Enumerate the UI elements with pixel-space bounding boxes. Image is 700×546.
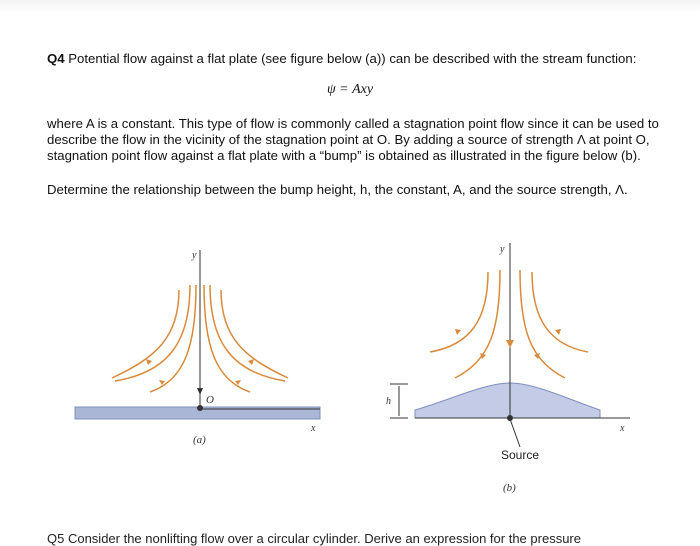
- h-label: h: [386, 396, 391, 407]
- origin-dot-a: [197, 405, 203, 411]
- arrowhead-a1: [146, 359, 152, 365]
- streamline-b-right-outer: [532, 272, 588, 352]
- arrowhead-b1: [455, 329, 461, 335]
- streamline-b-right-inner: [520, 270, 565, 378]
- origin-label-a: O: [206, 394, 214, 406]
- figure-a: [75, 250, 320, 419]
- streamline-b-left-inner: [455, 270, 500, 378]
- question-intro-text: Potential flow against a flat plate (see figure below (a)) can be described with the stream function:: [68, 51, 637, 66]
- streamline-a-right-outer: [221, 290, 288, 378]
- y-label-a: y: [192, 250, 197, 261]
- arrowhead-b-center: [506, 340, 514, 348]
- next-question-text: Q5 Consider the nonlifting flow over a circular cylinder. Derive an expression for the pressure: [47, 531, 581, 546]
- source-label: Source: [501, 448, 540, 462]
- caption-b: (b): [503, 482, 516, 494]
- source-leader: [510, 419, 520, 447]
- stream-function-equation: ψ = Axy: [326, 82, 374, 97]
- question-body: where A is a constant. This type of flow is commonly called a stagnation point flow since it can be used to describe the flow in the vicinity of the stagnation point at O. By adding a source of strength Λ at point O, stagnation point flow against a flat plate with a “bump” is obtained as illustrated in the figure below (b).: [47, 116, 659, 163]
- caption-a: (a): [193, 434, 206, 446]
- x-label-b: x: [620, 423, 625, 434]
- streamline-a-left-outer: [112, 290, 179, 378]
- question-number: Q4: [47, 51, 65, 66]
- figure-b: [390, 243, 630, 447]
- y-label-b: y: [500, 244, 505, 255]
- x-label-a: x: [311, 423, 316, 434]
- next-question-cutoff: [47, 528, 667, 546]
- streamline-b-left-outer: [430, 272, 488, 352]
- arrowhead-b3: [555, 329, 561, 335]
- question-task: Determine the relationship between the bump height, h, the constant, A, and the source strength, Λ.: [47, 182, 628, 197]
- bump-shape: [415, 383, 600, 418]
- arrowhead-a3: [248, 359, 254, 365]
